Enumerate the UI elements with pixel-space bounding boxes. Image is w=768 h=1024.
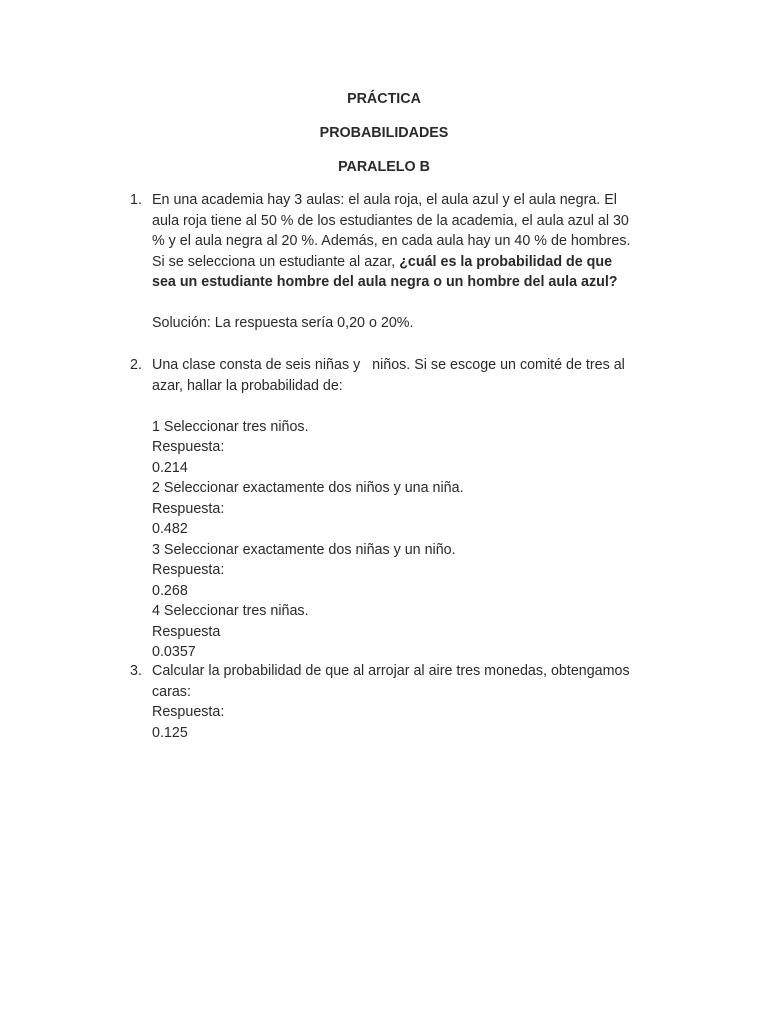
section-title: PARALELO B bbox=[338, 159, 430, 175]
sub-question: 3 Seleccionar exactamente dos niñas y un niño. bbox=[152, 541, 456, 558]
solution-text: Solución: La respuesta sería 0,20 o 20%. bbox=[152, 315, 414, 331]
question-text-line: Una clase consta de seis niñas y niños. Si se escoge un comité de tres al bbox=[152, 357, 625, 373]
question-text-line: Calcular la probabilidad de que al arrojar al aire tres monedas, obtengamos bbox=[152, 663, 630, 679]
question-number: 3. bbox=[130, 663, 142, 679]
answer-value: 0.0357 bbox=[152, 644, 196, 660]
question-text-line: azar, hallar la probabilidad de: bbox=[152, 377, 343, 394]
answer-value: 0.482 bbox=[152, 521, 188, 537]
answer-label: Respuesta bbox=[152, 623, 221, 640]
page-title: PRÁCTICA bbox=[347, 91, 421, 107]
answer-value: 0.268 bbox=[152, 582, 188, 599]
sub-question: 4 Seleccionar tres niñas. bbox=[152, 603, 309, 619]
question-text-line bbox=[152, 252, 662, 273]
answer-value: 0.125 bbox=[152, 724, 188, 741]
page-subtitle: PROBABILIDADES bbox=[319, 125, 449, 141]
question-text-line: % y el aula negra al 20 %. Además, en cada aula hay un 40 % de hombres. bbox=[152, 233, 631, 249]
answer-label: Respuesta: bbox=[152, 562, 225, 578]
question-body bbox=[152, 661, 662, 743]
question-number: 2. bbox=[130, 357, 142, 373]
question-emphasis: ¿cuál es la probabilidad de que bbox=[399, 253, 613, 270]
question-text-line: caras: bbox=[152, 683, 191, 700]
answer-label: Respuesta: bbox=[152, 704, 225, 720]
question-emphasis-line: sea un estudiante hombre del aula negra o un hombre del aula azul? bbox=[152, 274, 618, 290]
answer-value: 0.214 bbox=[152, 459, 188, 476]
question-number: 1. bbox=[130, 192, 142, 208]
answer-label: Respuesta: bbox=[152, 500, 225, 517]
answer-label: Respuesta: bbox=[152, 439, 225, 455]
question-body bbox=[152, 355, 662, 663]
sub-question: 1 Seleccionar tres niños. bbox=[152, 418, 309, 435]
question-body bbox=[152, 190, 662, 334]
question-text-line: aula roja tiene al 50 % de los estudiantes de la academia, el aula azul al 30 bbox=[152, 212, 629, 229]
sub-question: 2 Seleccionar exactamente dos niños y una niña. bbox=[152, 480, 464, 496]
question-text-line: En una academia hay 3 aulas: el aula roja, el aula azul y el aula negra. El bbox=[152, 192, 617, 208]
question-text-segment: Si se selecciona un estudiante al azar, bbox=[152, 253, 396, 270]
